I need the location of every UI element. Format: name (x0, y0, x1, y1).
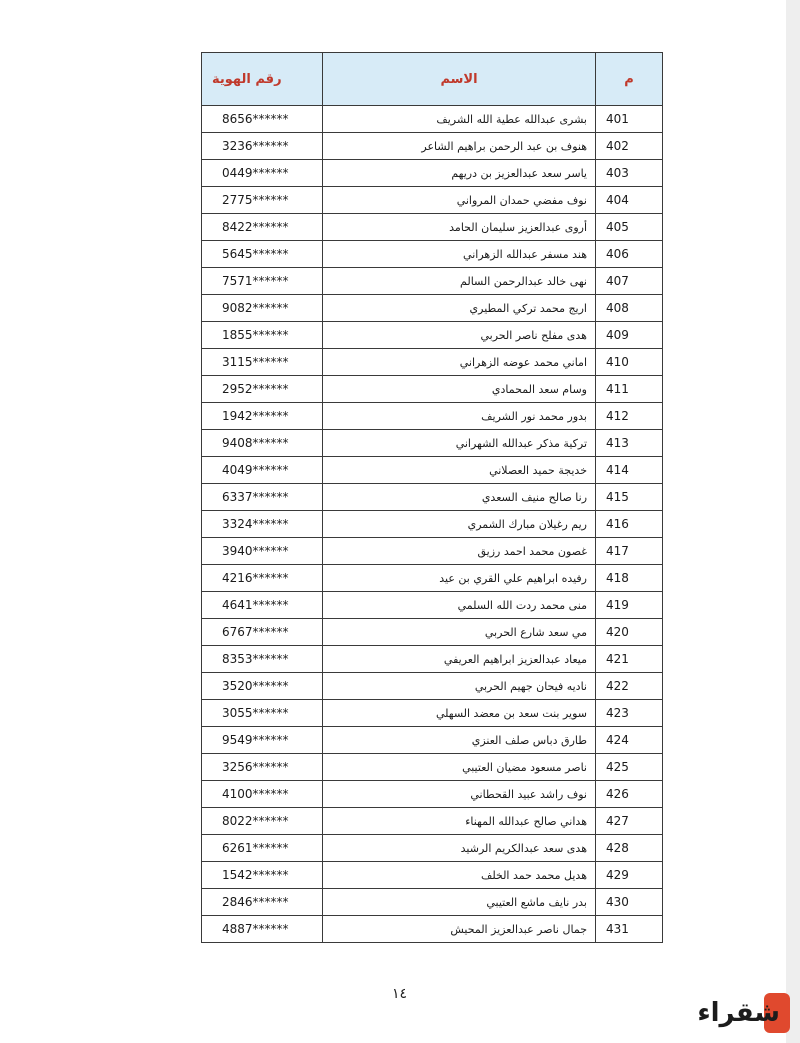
table-row (202, 376, 663, 403)
header-num: م (596, 53, 663, 106)
row-name-cell: اماني محمد عوضه الزهراني (323, 349, 596, 376)
row-name-cell: ناديه فيحان جهيم الحربي (323, 673, 596, 700)
table-row (202, 295, 663, 322)
row-id-cell: 3940****** (202, 538, 323, 565)
row-id-cell: 1855****** (202, 322, 323, 349)
row-name-cell: رفيده ابراهيم علي القري بن عيد (323, 565, 596, 592)
row-number-cell: 414 (596, 457, 663, 484)
row-number-cell: 410 (596, 349, 663, 376)
row-name-cell: تركية مذكر عبدالله الشهراني (323, 430, 596, 457)
table-row (202, 835, 663, 862)
table-row (202, 538, 663, 565)
row-number-cell: 426 (596, 781, 663, 808)
table-row (202, 430, 663, 457)
row-number-cell: 417 (596, 538, 663, 565)
row-number-cell: 431 (596, 916, 663, 943)
row-name-cell: ميعاد عبدالعزيز ابراهيم العريفي (323, 646, 596, 673)
table-row (202, 619, 663, 646)
row-number-cell: 420 (596, 619, 663, 646)
page-edge-strip (786, 0, 800, 1043)
row-number-cell: 405 (596, 214, 663, 241)
row-name-cell: رنا صالح منيف السعدي (323, 484, 596, 511)
row-number-cell: 406 (596, 241, 663, 268)
row-name-cell: طارق دباس صلف العنزي (323, 727, 596, 754)
row-number-cell: 423 (596, 700, 663, 727)
row-number-cell: 427 (596, 808, 663, 835)
row-name-cell: اريج محمد تركي المطيري (323, 295, 596, 322)
row-name-cell: وسام سعد المحمادي (323, 376, 596, 403)
table-row (202, 781, 663, 808)
table-row (202, 322, 663, 349)
table-row (202, 673, 663, 700)
row-number-cell: 407 (596, 268, 663, 295)
row-id-cell: 6337****** (202, 484, 323, 511)
row-name-cell: ياسر سعد عبدالعزيز بن دريهم (323, 160, 596, 187)
row-number-cell: 419 (596, 592, 663, 619)
page-number: ١٤ (392, 986, 408, 1002)
row-number-cell: 411 (596, 376, 663, 403)
row-id-cell: 8022****** (202, 808, 323, 835)
row-id-cell: 7571****** (202, 268, 323, 295)
row-name-cell: بدور محمد نور الشريف (323, 403, 596, 430)
row-id-cell: 8656****** (202, 106, 323, 133)
table-row (202, 457, 663, 484)
row-number-cell: 428 (596, 835, 663, 862)
row-id-cell: 4216****** (202, 565, 323, 592)
header-row (202, 53, 663, 106)
row-name-cell: نوف مفضي حمدان المرواني (323, 187, 596, 214)
row-id-cell: 1942****** (202, 403, 323, 430)
row-id-cell: 4049****** (202, 457, 323, 484)
table-row (202, 592, 663, 619)
header-id: رقم الهوية (202, 53, 323, 106)
row-name-cell: ريم رغيلان مبارك الشمري (323, 511, 596, 538)
names-table (201, 52, 663, 943)
row-name-cell: ناصر مسعود مضيان العتيبي (323, 754, 596, 781)
row-name-cell: هنوف بن عبد الرحمن براهيم الشاعر (323, 133, 596, 160)
table-row (202, 106, 663, 133)
table-row (202, 511, 663, 538)
row-id-cell: 6261****** (202, 835, 323, 862)
table-row (202, 862, 663, 889)
row-name-cell: بشرى عبدالله عطية الله الشريف (323, 106, 596, 133)
row-id-cell: 2846****** (202, 889, 323, 916)
row-id-cell: 4887****** (202, 916, 323, 943)
table-row (202, 646, 663, 673)
table-row (202, 268, 663, 295)
row-number-cell: 421 (596, 646, 663, 673)
row-id-cell: 8353****** (202, 646, 323, 673)
row-id-cell: 9082****** (202, 295, 323, 322)
row-id-cell: 8422****** (202, 214, 323, 241)
row-name-cell: هدى مفلح ناصر الحربي (323, 322, 596, 349)
row-number-cell: 415 (596, 484, 663, 511)
row-number-cell: 412 (596, 403, 663, 430)
row-id-cell: 4100****** (202, 781, 323, 808)
table-header (202, 53, 663, 106)
row-id-cell: 0449****** (202, 160, 323, 187)
site-logo (697, 993, 790, 1033)
logo-text: شقراء (697, 998, 780, 1028)
row-id-cell: 9408****** (202, 430, 323, 457)
row-number-cell: 413 (596, 430, 663, 457)
row-number-cell: 422 (596, 673, 663, 700)
row-id-cell: 1542****** (202, 862, 323, 889)
row-name-cell: هدى سعد عبدالكريم الرشيد (323, 835, 596, 862)
row-name-cell: مي سعد شارع الحربي (323, 619, 596, 646)
row-name-cell: هند مسفر عبدالله الزهراني (323, 241, 596, 268)
row-number-cell: 409 (596, 322, 663, 349)
row-id-cell: 3324****** (202, 511, 323, 538)
table-row (202, 727, 663, 754)
row-id-cell: 3256****** (202, 754, 323, 781)
table-row (202, 700, 663, 727)
row-number-cell: 430 (596, 889, 663, 916)
table-row (202, 187, 663, 214)
row-name-cell: هداني صالح عبدالله المهناء (323, 808, 596, 835)
table-row (202, 241, 663, 268)
row-number-cell: 404 (596, 187, 663, 214)
row-id-cell: 4641****** (202, 592, 323, 619)
table-row (202, 889, 663, 916)
row-name-cell: غصون محمد احمد رزيق (323, 538, 596, 565)
row-id-cell: 6767****** (202, 619, 323, 646)
row-name-cell: منى محمد ردت الله السلمي (323, 592, 596, 619)
row-name-cell: جمال ناصر عبدالعزيز المحيش (323, 916, 596, 943)
row-number-cell: 401 (596, 106, 663, 133)
row-id-cell: 2775****** (202, 187, 323, 214)
row-id-cell: 3236****** (202, 133, 323, 160)
row-id-cell: 5645****** (202, 241, 323, 268)
row-id-cell: 9549****** (202, 727, 323, 754)
row-number-cell: 408 (596, 295, 663, 322)
row-number-cell: 402 (596, 133, 663, 160)
row-name-cell: أروى عبدالعزيز سليمان الحامد (323, 214, 596, 241)
table-row (202, 754, 663, 781)
row-name-cell: نهى خالد عبدالرحمن السالم (323, 268, 596, 295)
table-row (202, 808, 663, 835)
table-row (202, 214, 663, 241)
row-number-cell: 403 (596, 160, 663, 187)
row-number-cell: 429 (596, 862, 663, 889)
row-number-cell: 416 (596, 511, 663, 538)
row-name-cell: خديجة حميد العصلاني (323, 457, 596, 484)
row-number-cell: 425 (596, 754, 663, 781)
table-row (202, 160, 663, 187)
table-row (202, 565, 663, 592)
row-name-cell: هديل محمد حمد الخلف (323, 862, 596, 889)
table-row (202, 133, 663, 160)
row-number-cell: 424 (596, 727, 663, 754)
row-id-cell: 3520****** (202, 673, 323, 700)
table-body (202, 106, 663, 943)
table-row (202, 349, 663, 376)
row-name-cell: بدر نايف ماشع العتيبي (323, 889, 596, 916)
row-id-cell: 2952****** (202, 376, 323, 403)
row-id-cell: 3115****** (202, 349, 323, 376)
row-id-cell: 3055****** (202, 700, 323, 727)
table-row (202, 403, 663, 430)
table-row (202, 916, 663, 943)
row-name-cell: نوف راشد عبيد القحطاني (323, 781, 596, 808)
row-number-cell: 418 (596, 565, 663, 592)
header-name: الاسم (323, 53, 596, 106)
row-name-cell: سوير بنت سعد بن معضد السهلي (323, 700, 596, 727)
table-row (202, 484, 663, 511)
